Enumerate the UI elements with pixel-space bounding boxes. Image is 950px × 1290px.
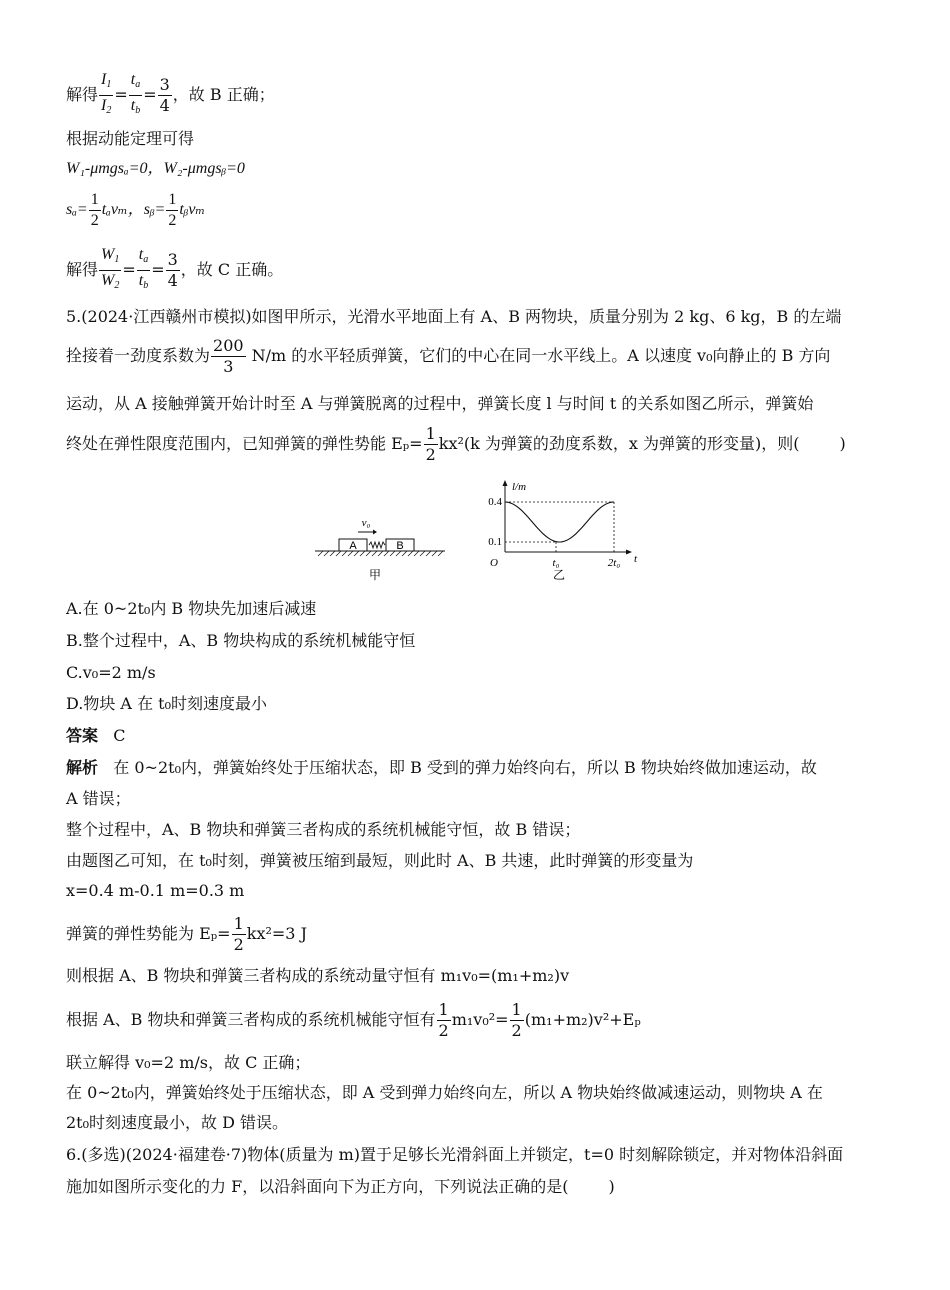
fraction-w (99, 245, 121, 296)
v0-label: v₀ (361, 517, 371, 529)
text: ) (839, 434, 846, 453)
frac-num: 3 (159, 75, 170, 94)
analysis-line-9: 联立解得 v₀=2 m/s，故 C 正确； (66, 1053, 311, 1072)
analysis-line-11: 2t₀时刻速度最小，故 D 错误。 (66, 1113, 289, 1132)
figure-yi (488, 480, 638, 582)
sub: a (143, 254, 149, 265)
frac-num: 1 (233, 914, 244, 933)
answer-value: C (113, 726, 126, 745)
analysis-line-8 (66, 1000, 641, 1041)
y-axis-label: l/m (512, 481, 527, 493)
y-axis-arrow (503, 480, 508, 486)
fraction-3-4 (166, 250, 180, 291)
fraction-half (424, 424, 438, 465)
text: 解得 (66, 260, 99, 279)
frac-den: 2 (90, 212, 99, 229)
analysis-line-4: 由题图乙可知，在 t₀时刻，弹簧被压缩到最短，则此时 A、B 共速，此时弹簧的形变量为 (66, 851, 694, 870)
question-5-line-4 (66, 424, 846, 465)
frac-den: W (101, 272, 115, 289)
text: tᵦvₘ (179, 201, 206, 219)
frac-num: 1 (438, 1000, 449, 1019)
text: 弹簧的弹性势能为 Eₚ= (66, 924, 231, 943)
velocity-arrowhead (373, 530, 377, 535)
y-tick-0.1: 0.1 (488, 536, 502, 548)
analysis-line-5: x=0.4 m-0.1 m=0.3 m (66, 881, 245, 900)
frac-num: 200 (213, 336, 244, 355)
question-5-line-2 (66, 336, 830, 377)
text: N/m 的水平轻质弹簧，它们的中心在同一水平线上。A 以速度 v₀向静止的 B 方向 (246, 346, 831, 365)
sub: 2 (114, 280, 120, 291)
block-a-label: A (349, 540, 357, 552)
text: sₐ= (66, 201, 88, 219)
solution-line-4 (66, 190, 205, 231)
frac-num: 3 (167, 250, 178, 269)
frac-den: 4 (159, 96, 170, 115)
text: ，故 C 正确。 (180, 260, 284, 279)
option-a: A.在 0~2t₀内 B 物块先加速后减速 (66, 599, 317, 618)
frac-den: t (138, 272, 144, 289)
frac-den: 4 (167, 271, 178, 290)
length-time-curve (505, 502, 614, 542)
frac-num: t (138, 246, 144, 263)
x-tick-t0: t₀ (552, 557, 560, 569)
sub: 1 (106, 79, 112, 90)
frac-num: 1 (89, 190, 101, 211)
frac-den: I (101, 97, 107, 114)
fraction-half (232, 914, 246, 955)
answer-line (66, 725, 126, 747)
option-b: B.整个过程中，A、B 物块构成的系统机械能守恒 (66, 631, 416, 650)
y-tick-0.4: 0.4 (488, 496, 502, 508)
text: 根据 A、B 物块和弹簧三者构成的系统机械能守恒有 (66, 1010, 436, 1029)
text: 施加如图所示变化的力 F，以沿斜面向下为正方向，下列说法正确的是( (66, 1177, 569, 1196)
ground-hatch (318, 551, 443, 556)
solution-line-5: 解得 $\frac{W_1}{W_2}$ = $\frac{t_a}{t_b}$ = $\frac{3}{4}$ ，故 C 正确。 (66, 245, 283, 296)
frac-num: 1 (166, 190, 178, 211)
fraction-i (99, 70, 113, 121)
fraction-t (129, 70, 142, 121)
analysis-line-3: 整个过程中，A、B 物块和弹簧三者构成的系统机械能守恒，故 B 错误； (66, 820, 581, 839)
analysis-line-7: 则根据 A、B 物块和弹簧三者构成的系统动量守恒有 m₁v₀=(m₁+m₂)v (66, 966, 570, 985)
figure-yi-label: 乙 (552, 568, 566, 582)
solution-line-3: W₁-μmgsₐ=0，W₂-μmgsᵦ=0 (66, 160, 245, 177)
figure-jia-yi (250, 478, 650, 593)
origin-label: O (490, 557, 498, 569)
block-b-label: B (396, 540, 404, 552)
x-axis-arrow (626, 550, 632, 555)
x-axis-label: t (634, 553, 638, 565)
frac-num: 1 (425, 424, 436, 443)
text: 在 0~2t₀内，弹簧始终处于压缩状态，即 B 受到的弹力始终向右，所以 B 物块始终做加速运动，故 (113, 758, 817, 777)
frac-den: 2 (233, 935, 244, 954)
frac-num: W (101, 246, 115, 263)
sub: 2 (106, 105, 112, 116)
figure-jia-label: 甲 (368, 568, 382, 582)
text: ) (608, 1177, 615, 1196)
frac-num: I (101, 71, 107, 88)
analysis-line-6 (66, 914, 307, 955)
sub: b (143, 280, 149, 291)
solution-line-2: 根据动能定理可得 (66, 129, 195, 148)
analysis-line-1 (66, 757, 817, 779)
fraction-half (89, 190, 101, 231)
analysis-label: 解析 (66, 758, 99, 777)
text: 拴接着一劲度系数为 (66, 346, 211, 365)
sub: b (135, 105, 141, 116)
question-6-line-2 (66, 1176, 615, 1198)
solution-line-1: 解得 $\frac{I_1}{I_2}$ = $\frac{t_a}{t_b}$ = $\frac{3}{4}$ ，故 B 正确； (66, 70, 275, 121)
sub: a (135, 79, 141, 90)
question-6-line-1: 6.(多选)(2024·福建卷·7)物体(质量为 m)置于足够长光滑斜面上并锁定，t=0 时刻解除锁定，并对物体沿斜面 (66, 1145, 844, 1164)
spring (369, 542, 385, 548)
fraction-half (166, 190, 178, 231)
question-5-line-1: 5.(2024·江西赣州市模拟)如图甲所示，光滑水平地面上有 A、B 两物块，质量分别为 2 kg、6 kg，B 的左端 (66, 307, 842, 326)
frac-den: 2 (438, 1021, 449, 1040)
fraction-half (510, 1000, 524, 1041)
text: tₐvₘ，sᵦ= (101, 201, 166, 219)
fraction-t (137, 245, 150, 296)
text: 解得 (66, 85, 99, 104)
frac-num: t (130, 71, 136, 88)
answer-label: 答案 (66, 726, 99, 745)
text: kx²(k 为弹簧的劲度系数，x 为弹簧的形变量)，则( (438, 434, 800, 453)
frac-den: 2 (425, 445, 436, 464)
frac-den: 2 (168, 212, 177, 229)
text: ，故 B 正确； (172, 85, 275, 104)
text: m₁v₀²= (451, 1010, 509, 1029)
fraction-half (437, 1000, 451, 1041)
sub: 1 (114, 254, 120, 265)
fraction-200-3 (211, 336, 246, 377)
fraction-3-4 (158, 75, 172, 116)
option-d: D.物块 A 在 t₀时刻速度最小 (66, 694, 268, 713)
analysis-line-2: A 错误； (66, 789, 131, 808)
analysis-line-10: 在 0~2t₀内，弹簧始终处于压缩状态，即 A 受到弹力始终向左，所以 A 物块始终做减速运动，则物块 A 在 (66, 1083, 823, 1102)
text: 终处在弹性限度范围内，已知弹簧的弹性势能 Eₚ= (66, 434, 423, 453)
frac-num: 1 (511, 1000, 522, 1019)
text: kx²=3 J (246, 924, 307, 943)
frac-den: 2 (511, 1021, 522, 1040)
figure-jia (315, 517, 445, 582)
frac-den: t (130, 97, 136, 114)
question-5-line-3: 运动，从 A 接触弹簧开始计时至 A 与弹簧脱离的过程中，弹簧长度 l 与时间 t 的关系如图乙所示，弹簧始 (66, 394, 814, 413)
x-tick-2t0: 2t₀ (607, 557, 621, 569)
option-c: C.v₀=2 m/s (66, 663, 156, 682)
frac-den: 3 (223, 357, 234, 376)
text: (m₁+m₂)v²+Eₚ (524, 1010, 641, 1029)
